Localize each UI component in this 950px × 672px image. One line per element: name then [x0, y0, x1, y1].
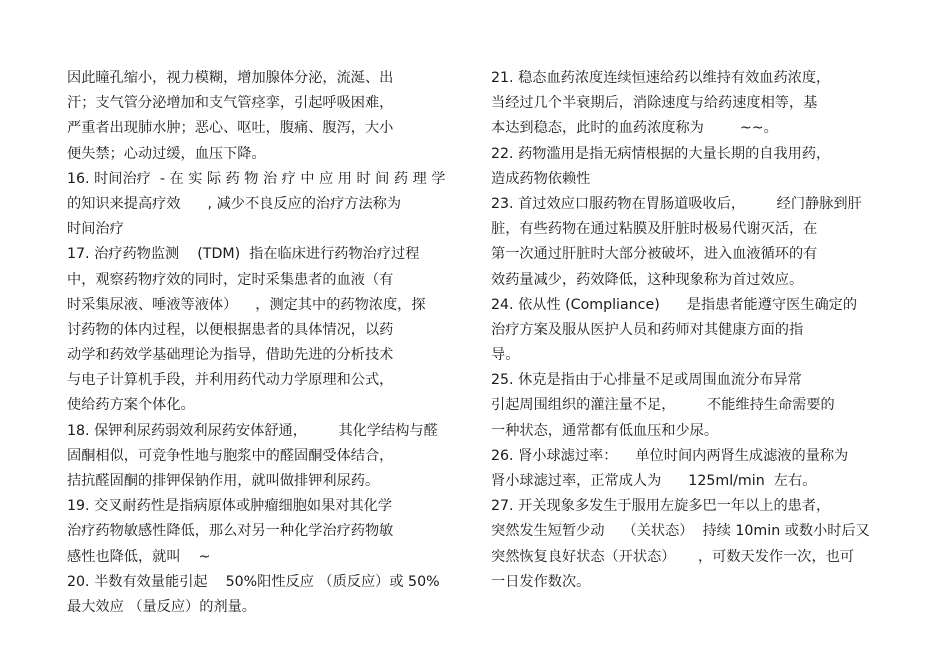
text-line: 当经过几个半衰期后，消除速度与给药速度相等，基: [491, 95, 818, 112]
text-line: 突然发生短暂少动 （关状态） 持续 10min 或数小时后又: [491, 523, 870, 540]
text-line: 最大效应 （量反应）的剂量。: [67, 598, 256, 615]
text-line: 20. 半数有效量能引起 50%阳性反应 （质反应）或 50%: [67, 573, 440, 590]
text-line: 动学和药效学基础理论为指导，借助先进的分析技术: [67, 347, 394, 364]
text-line: 18. 保钾利尿药弱效利尿药安体舒通， 其化学结构与醛: [67, 422, 438, 439]
text-line: 中，观察药物疗效的同时，定时采集患者的血液（有: [67, 271, 394, 288]
text-line: 拮抗醛固酮的排钾保钠作用，就叫做排钾利尿药。: [67, 473, 380, 489]
text-line: 本达到稳态，此时的血药浓度称为 ~~。: [491, 120, 778, 137]
text-line: 22. 药物滥用是指无病情根据的大量长期的自我用药，: [491, 145, 831, 162]
text-line: 25. 休克是指由于心排量不足或周围血流分布异常: [491, 372, 802, 389]
text-line: 一日发作数次。: [491, 573, 591, 590]
text-line: 治疗药物敏感性降低，那么对另一种化学治疗药物敏: [67, 523, 394, 540]
text-line: 讨药物的体内过程，以便根据患者的具体情况，以药: [67, 321, 394, 338]
text-line: 23. 首过效应口服药物在胃肠道吸收后， 经门静脉到肝: [491, 195, 862, 212]
text-line: 固酮相似，可竞争性地与胞浆中的醛固酮受体结合，: [67, 447, 394, 464]
text-line: 时间治疗: [67, 221, 124, 238]
text-line: 17. 治疗药物监测 (TDM) 指在临床进行药物治疗过程: [67, 246, 420, 263]
text-line: 效药量减少，药效降低，这种现象称为首过效应。: [491, 271, 804, 288]
text-line: 汗；支气管分泌增加和支气管痉挛，引起呼吸困难，: [67, 95, 394, 112]
text-line: 的知识来提高疗效 , 减少不良反应的治疗方法称为: [67, 195, 402, 212]
text-line: 使给药方案个体化。: [67, 397, 195, 414]
text-line: 便失禁；心动过缓，血压下降。: [67, 145, 266, 162]
text-line: 时采集尿液、唾液等液体） ，测定其中的药物浓度，探: [67, 296, 426, 313]
text-line: 26. 肾小球滤过率： 单位时间内两肾生成滤液的量称为: [491, 447, 849, 464]
text-line: 治疗方案及服从医护人员和药师对其健康方面的指: [491, 321, 804, 338]
text-line: 27. 开关现象多发生于服用左旋多巴一年以上的患者，: [491, 498, 831, 515]
text-line: 造成药物依赖性: [491, 170, 591, 187]
left-column: [67, 66, 462, 620]
text-line: 感性也降低，就叫 ~: [67, 548, 211, 565]
text-line: 与电子计算机手段，并利用药代动力学原理和公式，: [67, 372, 394, 389]
text-line: 肾小球滤过率，正常成人为 125ml/min 左右。: [491, 473, 817, 489]
text-line: 19. 交叉耐药性是指病原体或肿瘤细胞如果对其化学: [67, 498, 393, 515]
text-line: 引起周围组织的灌注量不足， 不能维持生命需要的: [491, 397, 835, 414]
text-line: 21. 稳态血药浓度连续恒速给药以维持有效血药浓度，: [491, 70, 831, 86]
text-line: 第一次通过肝脏时大部分被破坏，进入血液循环的有: [491, 246, 818, 263]
right-column: [491, 66, 883, 595]
text-line: 严重者出现肺水肿；恶心、呕吐，腹痛、腹泻，大小: [67, 120, 394, 137]
text-line: 16. 时间治疗 - 在 实 际 药 物 治 疗 中 应 用 时 间 药 理 学: [67, 170, 446, 187]
text-line: 因此瞳孔缩小，视力模糊，增加腺体分泌，流涎、出: [67, 70, 394, 86]
text-line: 24. 依从性 (Compliance) 是指患者能遵守医生确定的: [491, 296, 858, 313]
text-line: 脏，有些药物在通过粘膜及肝脏时极易代谢灭活，在: [491, 221, 818, 238]
text-line: 导。: [491, 347, 520, 364]
text-line: 一种状态，通常都有低血压和少尿。: [491, 422, 719, 439]
text-line: 突然恢复良好状态（开状态） ，可数天发作一次，也可: [491, 548, 855, 565]
